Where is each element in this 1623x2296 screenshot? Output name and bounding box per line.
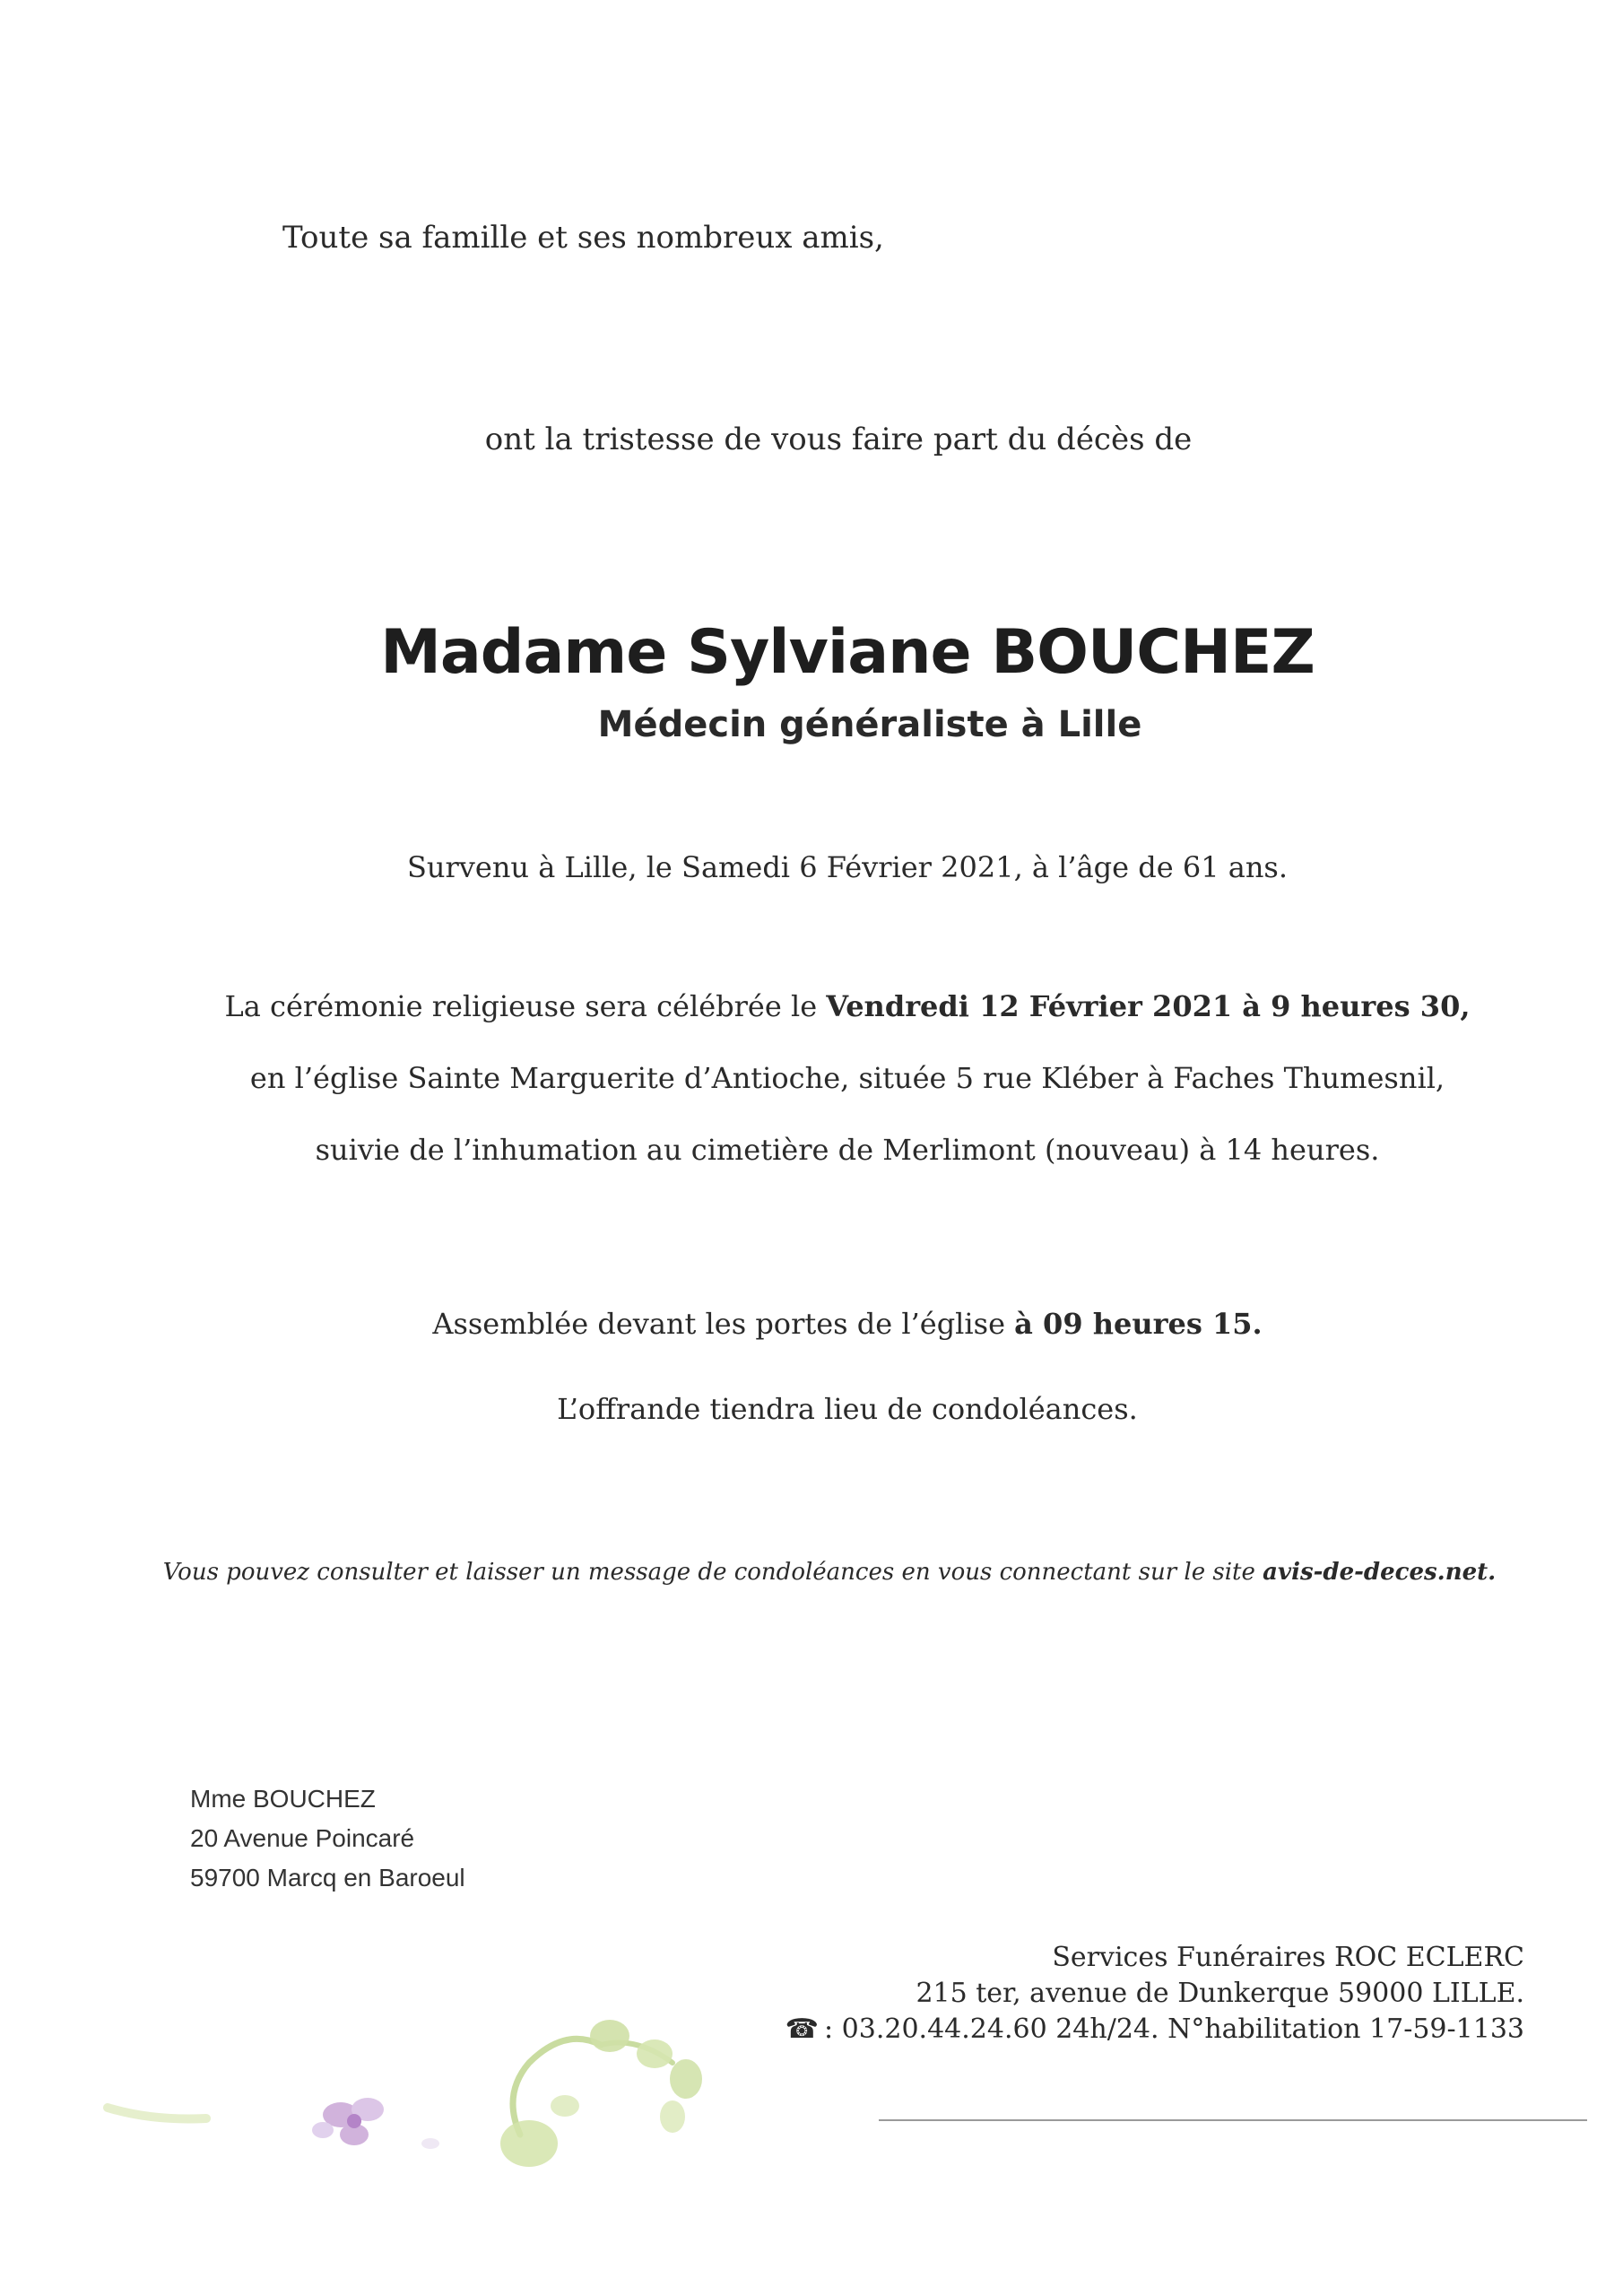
church-line: en l’église Sainte Marguerite d’Antioche, située 5 rue Kléber à Faches Thumesnil, bbox=[249, 1061, 1445, 1095]
phone-icon: ☎ bbox=[785, 2013, 820, 2045]
funeral-home-name: Services Funéraires ROC ECLERC bbox=[1052, 1942, 1524, 1973]
intro-text: Toute sa famille et ses nombreux amis, bbox=[282, 220, 884, 256]
death-details: Survenu à Lille, le Samedi 6 Février 2021, à l’âge de 61 ans. bbox=[406, 850, 1289, 884]
online-prefix: Vous pouvez consulter et laisser un message de condoléances en vous connectant sur le site bbox=[162, 1559, 1263, 1586]
announcement-text: ont la tristesse de vous faire part du décès de bbox=[484, 422, 1193, 457]
sender-name: Mme BOUCHEZ bbox=[190, 1785, 376, 1813]
online-condolences-line bbox=[0, 1559, 1623, 1586]
offering-line: L’offrande tiendra lieu de condoléances. bbox=[557, 1392, 1138, 1426]
orchid-decoration-icon bbox=[99, 2009, 798, 2197]
sender-city: 59700 Marcq en Baroeul bbox=[190, 1864, 465, 1892]
ceremony-prefix: La cérémonie religieuse sera célébrée le bbox=[224, 989, 827, 1023]
ceremony-line bbox=[0, 989, 1623, 1023]
condolences-site-link[interactable]: avis-de-deces.net. bbox=[1263, 1559, 1497, 1586]
deceased-name: Madame Sylviane BOUCHEZ bbox=[380, 617, 1315, 688]
sender-street: 20 Avenue Poincaré bbox=[190, 1824, 415, 1852]
funeral-home-phone: : 03.20.44.24.60 24h/24. N°habilitation 17-59-1133 bbox=[824, 2013, 1524, 2045]
footer-divider bbox=[879, 2119, 1587, 2121]
ceremony-datetime: Vendredi 12 Février 2021 à 9 heures 30, bbox=[826, 989, 1471, 1023]
assembly-time: à 09 heures 15. bbox=[1014, 1307, 1263, 1341]
deceased-profession: Médecin généraliste à Lille bbox=[597, 704, 1142, 745]
assembly-prefix: Assemblée devant les portes de l’église bbox=[432, 1307, 1015, 1341]
funeral-home-address: 215 ter, avenue de Dunkerque 59000 LILLE. bbox=[916, 1978, 1524, 2009]
assembly-line bbox=[0, 1307, 1623, 1341]
burial-line: suivie de l’inhumation au cimetière de Merlimont (nouveau) à 14 heures. bbox=[315, 1133, 1380, 1167]
funeral-home-phone-line bbox=[785, 2013, 1524, 2045]
